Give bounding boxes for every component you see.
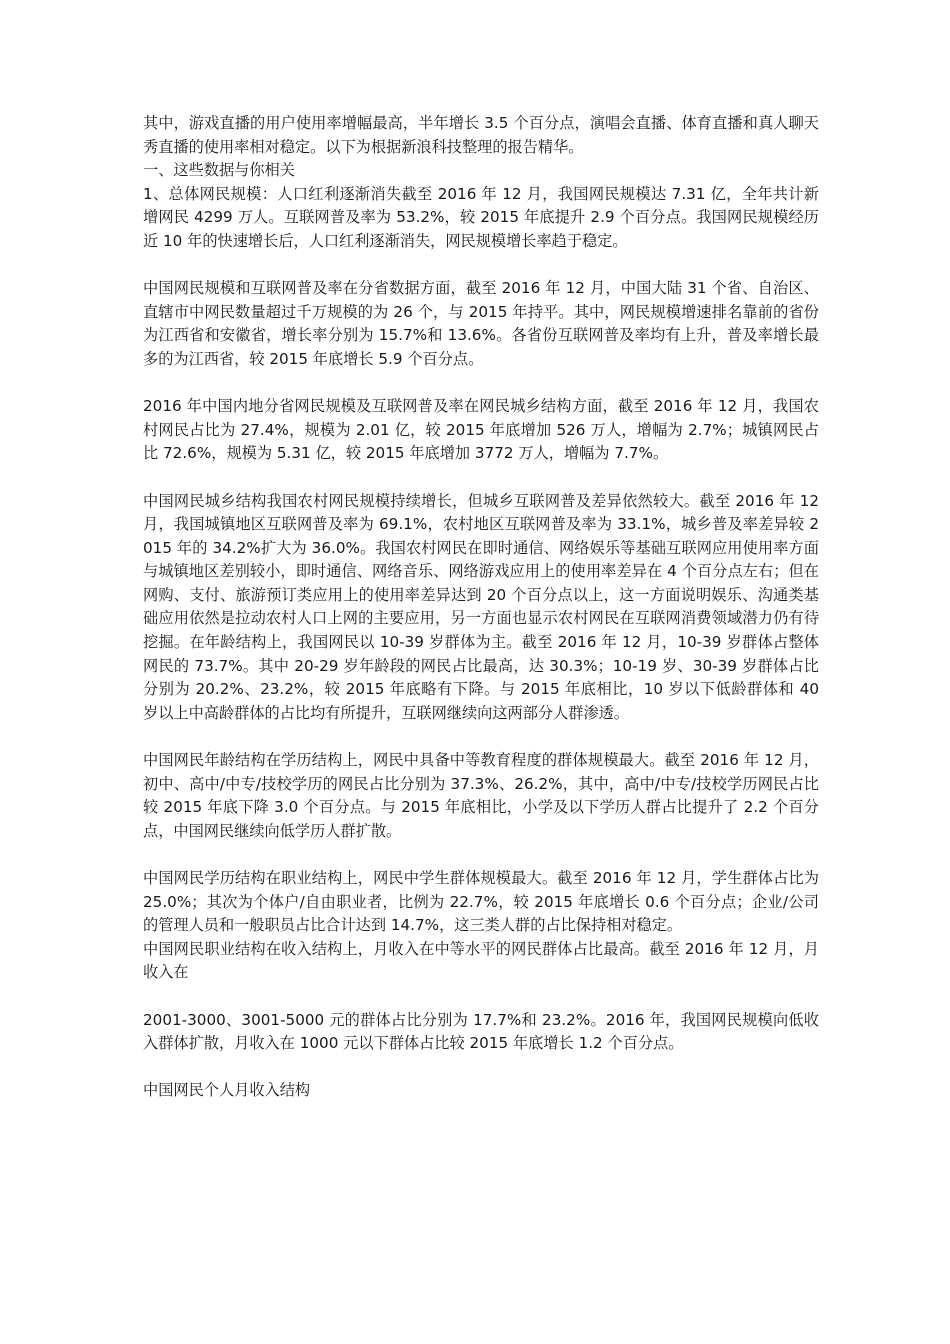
blank-line [143,725,819,749]
figure-caption-income: 中国网民个人月收入结构 [143,1081,311,1100]
paragraph-occupation: 中国网民学历结构在职业结构上，网民中学生群体规模最大。截至 2016 年 12 月，学生群体占比为 25.0%；其次为个体户/自由职业者，比例为 22.7%，较 2015 年底增长 0.6 个百分点；企业/公司的管理人员和一般职员占比合计达到 14.7%，这三类人群的占比保持相对稳定。 [143,869,819,935]
paragraph-urban-rural: 2016 年中国内地分省网民规模及互联网普及率在网民城乡结构方面，截至 2016 年 12 月，我国农村网民占比为 27.4%，规模为 2.01 亿，较 2015 年底增加 526 万人，增幅为 2.7%；城镇网民占比 72.6%，规模为 5.31 亿，较 2015 年底增加 3772 万人，增幅为 7.7%。 [143,397,819,463]
blank-line [143,843,819,867]
document-body [143,112,819,1103]
blank-line [143,372,819,396]
section-heading: 一、这些数据与你相关 [143,161,295,180]
paragraph-province-data: 中国网民规模和互联网普及率在分省数据方面，截至 2016 年 12 月，中国大陆 31 个省、自治区、直辖市中网民数量超过千万规模的为 26 个，与 2015 年持平。其中，网民规模增速排名靠前的省份为江西省和安徽省，增长率分别为 15.7%和 13.6%。各省份互联网普及率均有上升，普及率增长最多的为江西省，较 2015 年底增长 5.9 个百分点。 [143,279,819,368]
paragraph-income: 中国网民职业结构在收入结构上，月收入在中等水平的网民群体占比最高。截至 2016 年 12 月，月收入在 [143,939,819,982]
blank-line [143,254,819,278]
paragraph-urban-rural-gap-age: 中国网民城乡结构我国农村网民规模持续增长，但城乡互联网普及差异依然较大。截至 2016 年 12 月，我国城镇地区互联网普及率为 69.1%，农村地区互联网普及率为 33.1%，城乡普及率差异较 2015 年的 34.2%扩大为 36.0%。我国农村网民在即时通信、网络娱乐等基础互联网应用使用率方面与城镇地区差别较小，即时通信、网络音乐、网络游戏应用上的使用率差异在 4 个百分点左右；但在网购、支付、旅游预订类应用上的使用率差异达到 20 个百分点以上，这一方面说明娱乐、沟通类基础应用依然是拉动农村人口上网的主要应用，另一方面也显示农村网民在互联网消费领域潜力仍有待挖掘。在年龄结构上，我国网民以 10-39 岁群体为主。截至 2016 年 12 月，10-39 岁群体占整体网民的 73.7%。其中 20-29 岁年龄段的网民占比最高，达 30.3%；10-19 岁、30-39 岁群体占比分别为 20.2%、23.2%，较 2015 年底略有下降。与 2015 年底相比，10 岁以下低龄群体和 40 岁以上中高龄群体的占比均有所提升，互联网继续向这两部分人群渗透。 [143,491,819,722]
paragraph-income-continued: 2001-3000、3001-5000 元的群体占比分别为 17.7%和 23.2%。2016 年，我国网民规模向低收入群体扩散，月收入在 1000 元以下群体占比较 2015 年底增长 1.2 个百分点。 [143,1010,819,1053]
blank-line [143,985,819,1009]
paragraph-intro: 其中，游戏直播的用户使用率增幅最高，半年增长 3.5 个百分点，演唱会直播、体育直播和真人聊天秀直播的使用率相对稳定。以下为根据新浪科技整理的报告精华。 [143,114,819,156]
paragraph-total-netizens: 1、总体网民规模：人口红利逐渐消失截至 2016 年 12 月，我国网民规模达 7.31 亿，全年共计新增网民 4299 万人。互联网普及率为 53.2%，较 2015 年底提升 2.9 个百分点。我国网民规模经历近 10 年的快速增长后，人口红利逐渐消失，网民规模增长率趋于稳定。 [143,184,819,250]
blank-line [143,1056,819,1080]
paragraph-education: 中国网民年龄结构在学历结构上，网民中具备中等教育程度的群体规模最大。截至 2016 年 12 月，初中、高中/中专/技校学历的网民占比分别为 37.3%、26.2%，其中，高中/中专/技校学历网民占比较 2015 年底下降 3.0 个百分点。与 2015 年底相比，小学及以下学历人群占比提升了 2.2 个百分点，中国网民继续向低学历人群扩散。 [143,751,819,840]
blank-line [143,466,819,490]
